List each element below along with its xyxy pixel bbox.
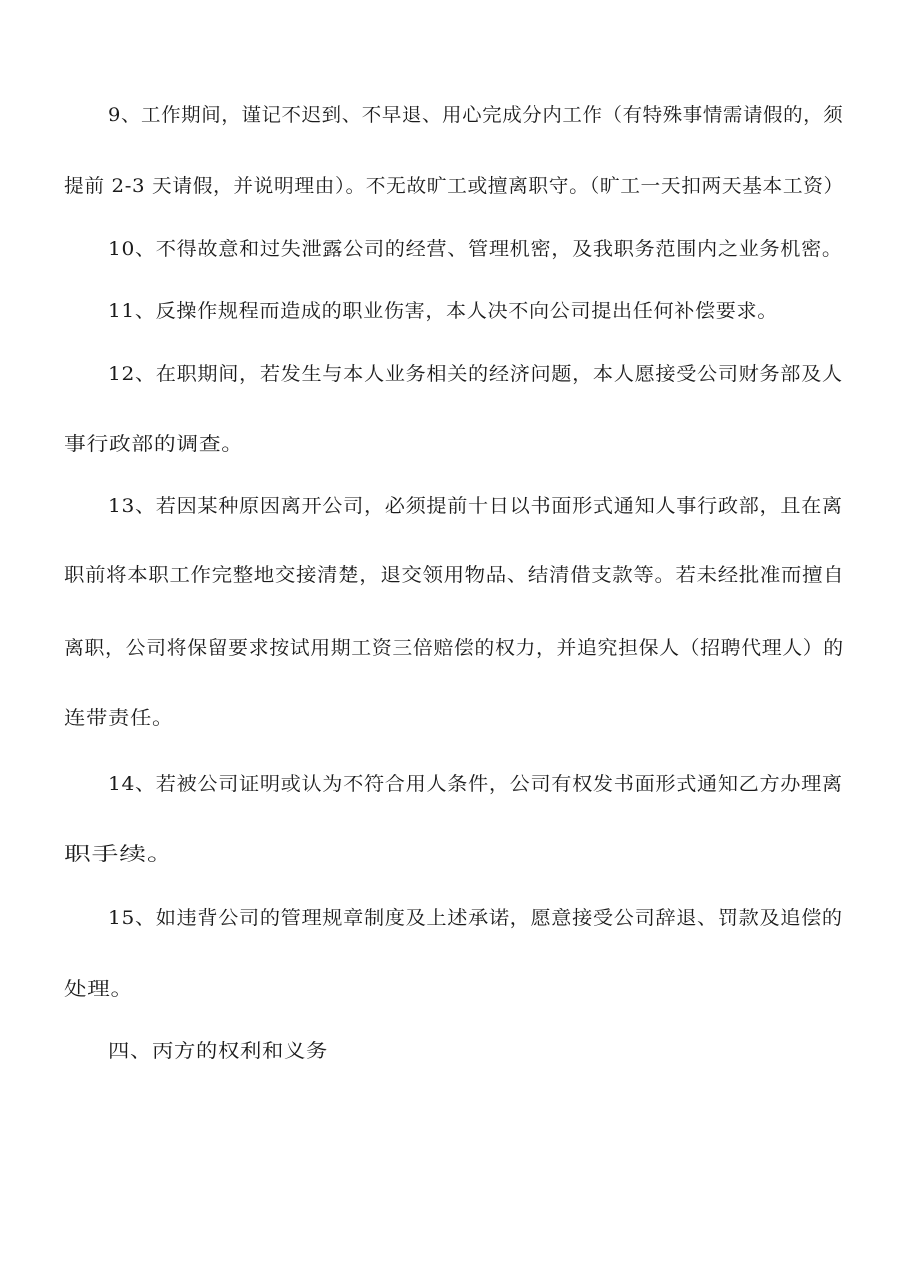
clause-12-line-2: 事行政部的调查。 — [64, 433, 244, 455]
clause-10: 10、不得故意和过失泄露公司的经营、管理机密，及我职务范围内之业务机密。 — [108, 238, 843, 260]
clause-15-line-2: 处理。 — [64, 978, 134, 1000]
clause-14-line-1: 14、若被公司证明或认为不符合用人条件，公司有权发书面形式通知乙方办理离 — [108, 773, 843, 795]
clause-9-line-1: 9、工作期间，谨记不迟到、不早退、用心完成分内工作（有特殊事情需请假的，须 — [108, 104, 844, 126]
clause-15-line-1: 15、如违背公司的管理规章制度及上述承诺，愿意接受公司辞退、罚款及追偿的 — [108, 907, 843, 929]
section-heading: 四、丙方的权利和义务 — [108, 1040, 329, 1062]
clause-9-line-2: 提前 2-3 天请假，并说明理由）。不无故旷工或擅离职守。（旷工一天扣两天基本工资） — [64, 175, 844, 197]
clause-14-line-2: 职手续。 — [64, 843, 175, 865]
clause-13-line-4: 连带责任。 — [64, 707, 175, 729]
clause-13-line-1: 13、若因某种原因离开公司，必须提前十日以书面形式通知人事行政部，且在离 — [108, 495, 843, 517]
clause-11: 11、反操作规程而造成的职业伤害，本人决不向公司提出任何补偿要求。 — [108, 300, 779, 322]
clause-12-line-1: 12、在职期间，若发生与本人业务相关的经济问题，本人愿接受公司财务部及人 — [108, 363, 843, 385]
clause-13-line-2: 职前将本职工作完整地交接清楚，退交领用物品、结清借支款等。若未经批准而擅自 — [64, 564, 845, 586]
clause-13-line-3: 离职，公司将保留要求按试用期工资三倍赔偿的权力，并追究担保人（招聘代理人）的 — [64, 637, 844, 659]
